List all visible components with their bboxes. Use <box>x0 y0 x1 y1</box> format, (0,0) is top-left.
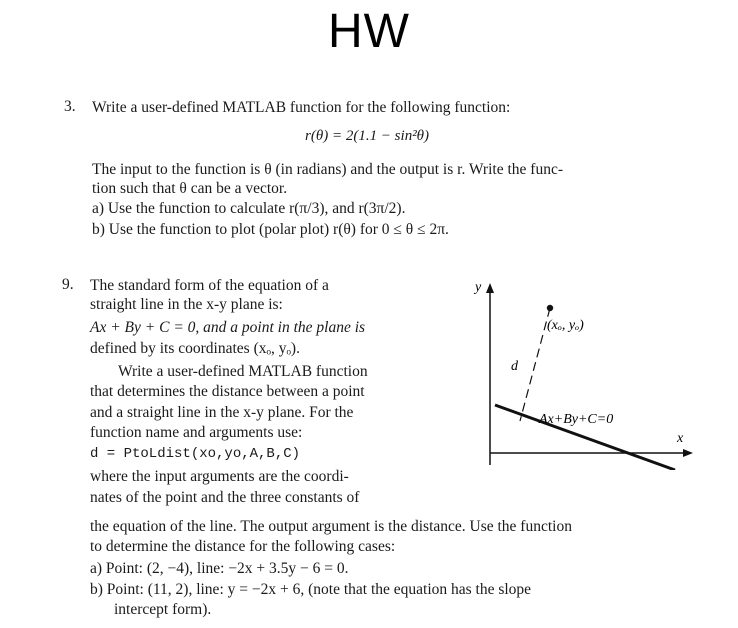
problem-9-line-1: The standard form of the equation of a <box>90 277 329 294</box>
point-label: (xₒ, yₒ) <box>547 318 584 333</box>
problem-9-line-3: Ax + By + C = 0, and a point in the plane is <box>90 319 366 336</box>
problem-3-intro: Write a user-defined MATLAB function for the following function: <box>92 99 511 116</box>
distance-segment <box>520 308 550 421</box>
problem-9-line-11: nates of the point and the three constants of <box>90 489 360 506</box>
x-axis-label: x <box>677 431 684 446</box>
problem-9-code: d = PtoLdist(xo,yo,A,B,C) <box>90 446 301 462</box>
distance-label: d <box>511 359 518 374</box>
problem-9-cont-line1: the equation of the line. The output argument is the distance. Use the function <box>90 518 572 535</box>
problem-3-part-b: b) Use the function to plot (polar plot) r(θ) for 0 ≤ θ ≤ 2π. <box>92 221 449 238</box>
problem-9-line-6: that determines the distance between a point <box>90 383 365 400</box>
problem-9-part-b1: b) Point: (11, 2), line: y = −2x + 6, (note that the equation has the slope <box>90 581 532 598</box>
point-line-distance-figure <box>455 275 695 470</box>
line-label: Ax+By+C=0 <box>539 412 614 427</box>
problem-9-part-b2: intercept form). <box>114 601 212 618</box>
problem-9-part-a: a) Point: (2, −4), line: −2x + 3.5y − 6 = 0. <box>90 560 349 577</box>
problem-3-part-a: a) Use the function to calculate r(π/3), and r(3π/2). <box>92 200 406 217</box>
problem-9-number: 9. <box>62 276 74 293</box>
problem-9-line-8: function name and arguments use: <box>90 424 303 441</box>
problem-9-line-2: straight line in the x-y plane is: <box>90 296 283 313</box>
problem-9-cont-line2: to determine the distance for the following cases: <box>90 538 396 555</box>
problem-9-line-10: where the input arguments are the coordi- <box>90 468 349 485</box>
problem-9-line-4: defined by its coordinates (xₒ, yₒ). <box>90 340 300 357</box>
page-title: HW <box>328 5 410 58</box>
problem-3-number: 3. <box>64 98 76 115</box>
y-axis-arrow <box>486 283 494 293</box>
problem-3-equation: r(θ) = 2(1.1 − sin²θ) <box>305 128 430 144</box>
problem-3-desc-line1: The input to the function is θ (in radians) and the output is r. Write the func- <box>92 161 563 178</box>
point-marker <box>547 305 553 311</box>
x-axis-arrow <box>683 449 693 457</box>
y-axis-label: y <box>475 280 482 295</box>
problem-9-line-7: and a straight line in the x-y plane. For the <box>90 404 354 421</box>
problem-3-desc-line2: tion such that θ can be a vector. <box>92 180 288 197</box>
problem-9-line-5: Write a user-defined MATLAB function <box>118 363 368 380</box>
